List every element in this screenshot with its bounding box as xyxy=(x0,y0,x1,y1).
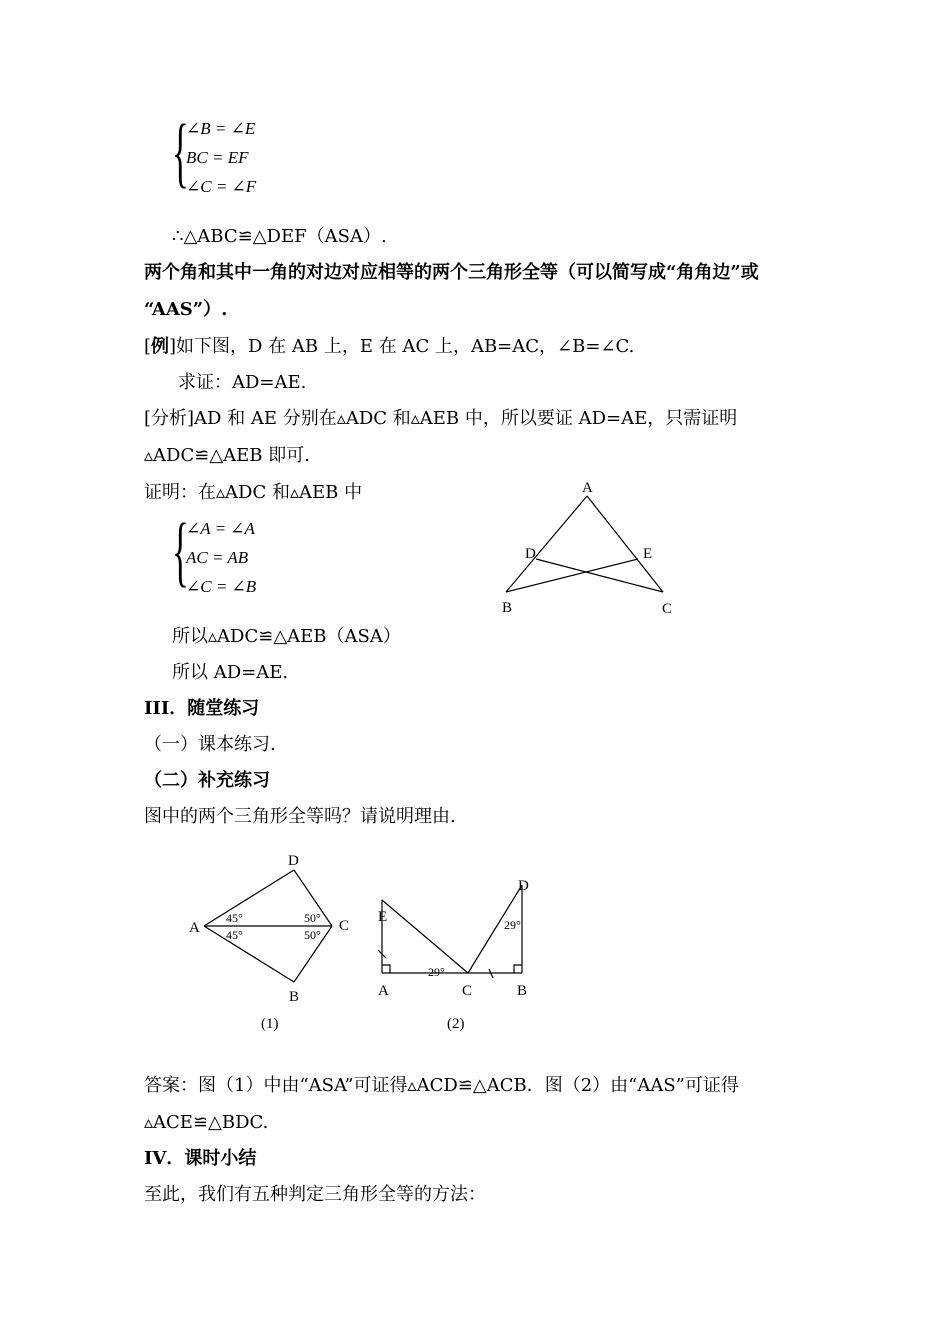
exercise-question: 图中的两个三角形全等吗？请说明理由. xyxy=(144,806,456,827)
label-d: D xyxy=(288,853,299,869)
triangle-figure-main xyxy=(490,476,690,621)
label-b: B xyxy=(289,989,300,1005)
label-b: B xyxy=(517,983,528,999)
example-tag: 例 xyxy=(151,336,170,357)
angle-label: 50° xyxy=(304,928,321,942)
side-ad xyxy=(204,870,294,926)
left-brace: { xyxy=(172,108,189,195)
theorem-line-1: 两个角和其中一角的对边对应相等的两个三角形全等（可以简写成“角角边”或 xyxy=(144,262,759,283)
label-b: B xyxy=(502,600,513,616)
equation-line: BC = EF xyxy=(186,148,249,167)
segment-ec xyxy=(382,900,468,973)
subsection-2: （二）补充练习 xyxy=(144,770,270,791)
equation-line: ∠A = ∠A xyxy=(186,519,255,538)
label-a: A xyxy=(378,983,389,999)
prove-statement: 求证：AD=AE. xyxy=(178,372,307,393)
analysis-line-2: ▵ADC≌△AEB 即可. xyxy=(144,445,310,466)
right-angle-mark xyxy=(514,965,522,973)
angle-label: 29° xyxy=(504,918,521,932)
proof-step-2: 所以 AD=AE. xyxy=(172,662,289,683)
equation-line: ∠B = ∠E xyxy=(186,119,256,138)
label-c: C xyxy=(462,983,473,999)
left-brace: { xyxy=(172,507,189,594)
figure-1 xyxy=(180,846,360,1036)
right-angle-mark xyxy=(382,965,390,973)
label-c: C xyxy=(339,918,350,934)
figure-caption: (1) xyxy=(261,1016,279,1032)
section-3-title: III．随堂练习 xyxy=(144,698,260,719)
example-text: ]如下图，D 在 AB 上，E 在 AC 上，AB=AC，∠B=∠C. xyxy=(169,336,635,357)
label-a: A xyxy=(189,920,200,936)
label-d: D xyxy=(518,878,529,894)
side-ab xyxy=(204,926,294,982)
example-bracket: [ xyxy=(144,336,152,357)
subsection-1: （一）课本练习. xyxy=(144,734,276,755)
label-c: C xyxy=(662,601,673,617)
summary-text: 至此，我们有五种判定三角形全等的方法： xyxy=(144,1184,486,1205)
answer-line-1: 答案：图（1）中由“ASA”可证得▵ACD≌△ACB．图（2）由“AAS”可证得 xyxy=(144,1075,739,1096)
analysis-line-1: [分析]AD 和 AE 分别在▵ADC 和▵AEB 中，所以要证 AD=AE，只需证明 xyxy=(144,408,738,429)
label-d: D xyxy=(525,546,536,562)
side-ab xyxy=(506,496,587,592)
angle-label: 45° xyxy=(226,911,243,925)
label-e: E xyxy=(378,909,388,925)
angle-label: 45° xyxy=(226,928,243,942)
example-statement xyxy=(144,336,634,358)
segment-be xyxy=(506,559,638,592)
segment-cd xyxy=(536,559,663,592)
figure-2 xyxy=(368,870,538,1036)
angle-label: 29° xyxy=(428,965,445,979)
section-4-title: IV．课时小结 xyxy=(144,1148,257,1169)
figure-caption: (2) xyxy=(447,1016,465,1032)
answer-line-2: ▵ACE≌△BDC. xyxy=(144,1112,269,1133)
proof-step-1: 所以▵ADC≌△AEB（ASA） xyxy=(172,626,401,647)
equation-line: ∠C = ∠F xyxy=(186,177,257,196)
proof-conclusion: ∴△ABC≌△DEF（ASA）. xyxy=(172,226,387,247)
angle-label: 50° xyxy=(304,911,321,925)
label-e: E xyxy=(643,546,653,562)
label-a: A xyxy=(582,480,593,496)
equation-line: AC = AB xyxy=(186,548,249,567)
equation-line: ∠C = ∠B xyxy=(186,577,257,596)
theorem-line-2: “AAS”）. xyxy=(144,299,228,320)
side-ac xyxy=(587,496,663,592)
proof-intro: 证明：在▵ADC 和▵AEB 中 xyxy=(144,482,363,503)
